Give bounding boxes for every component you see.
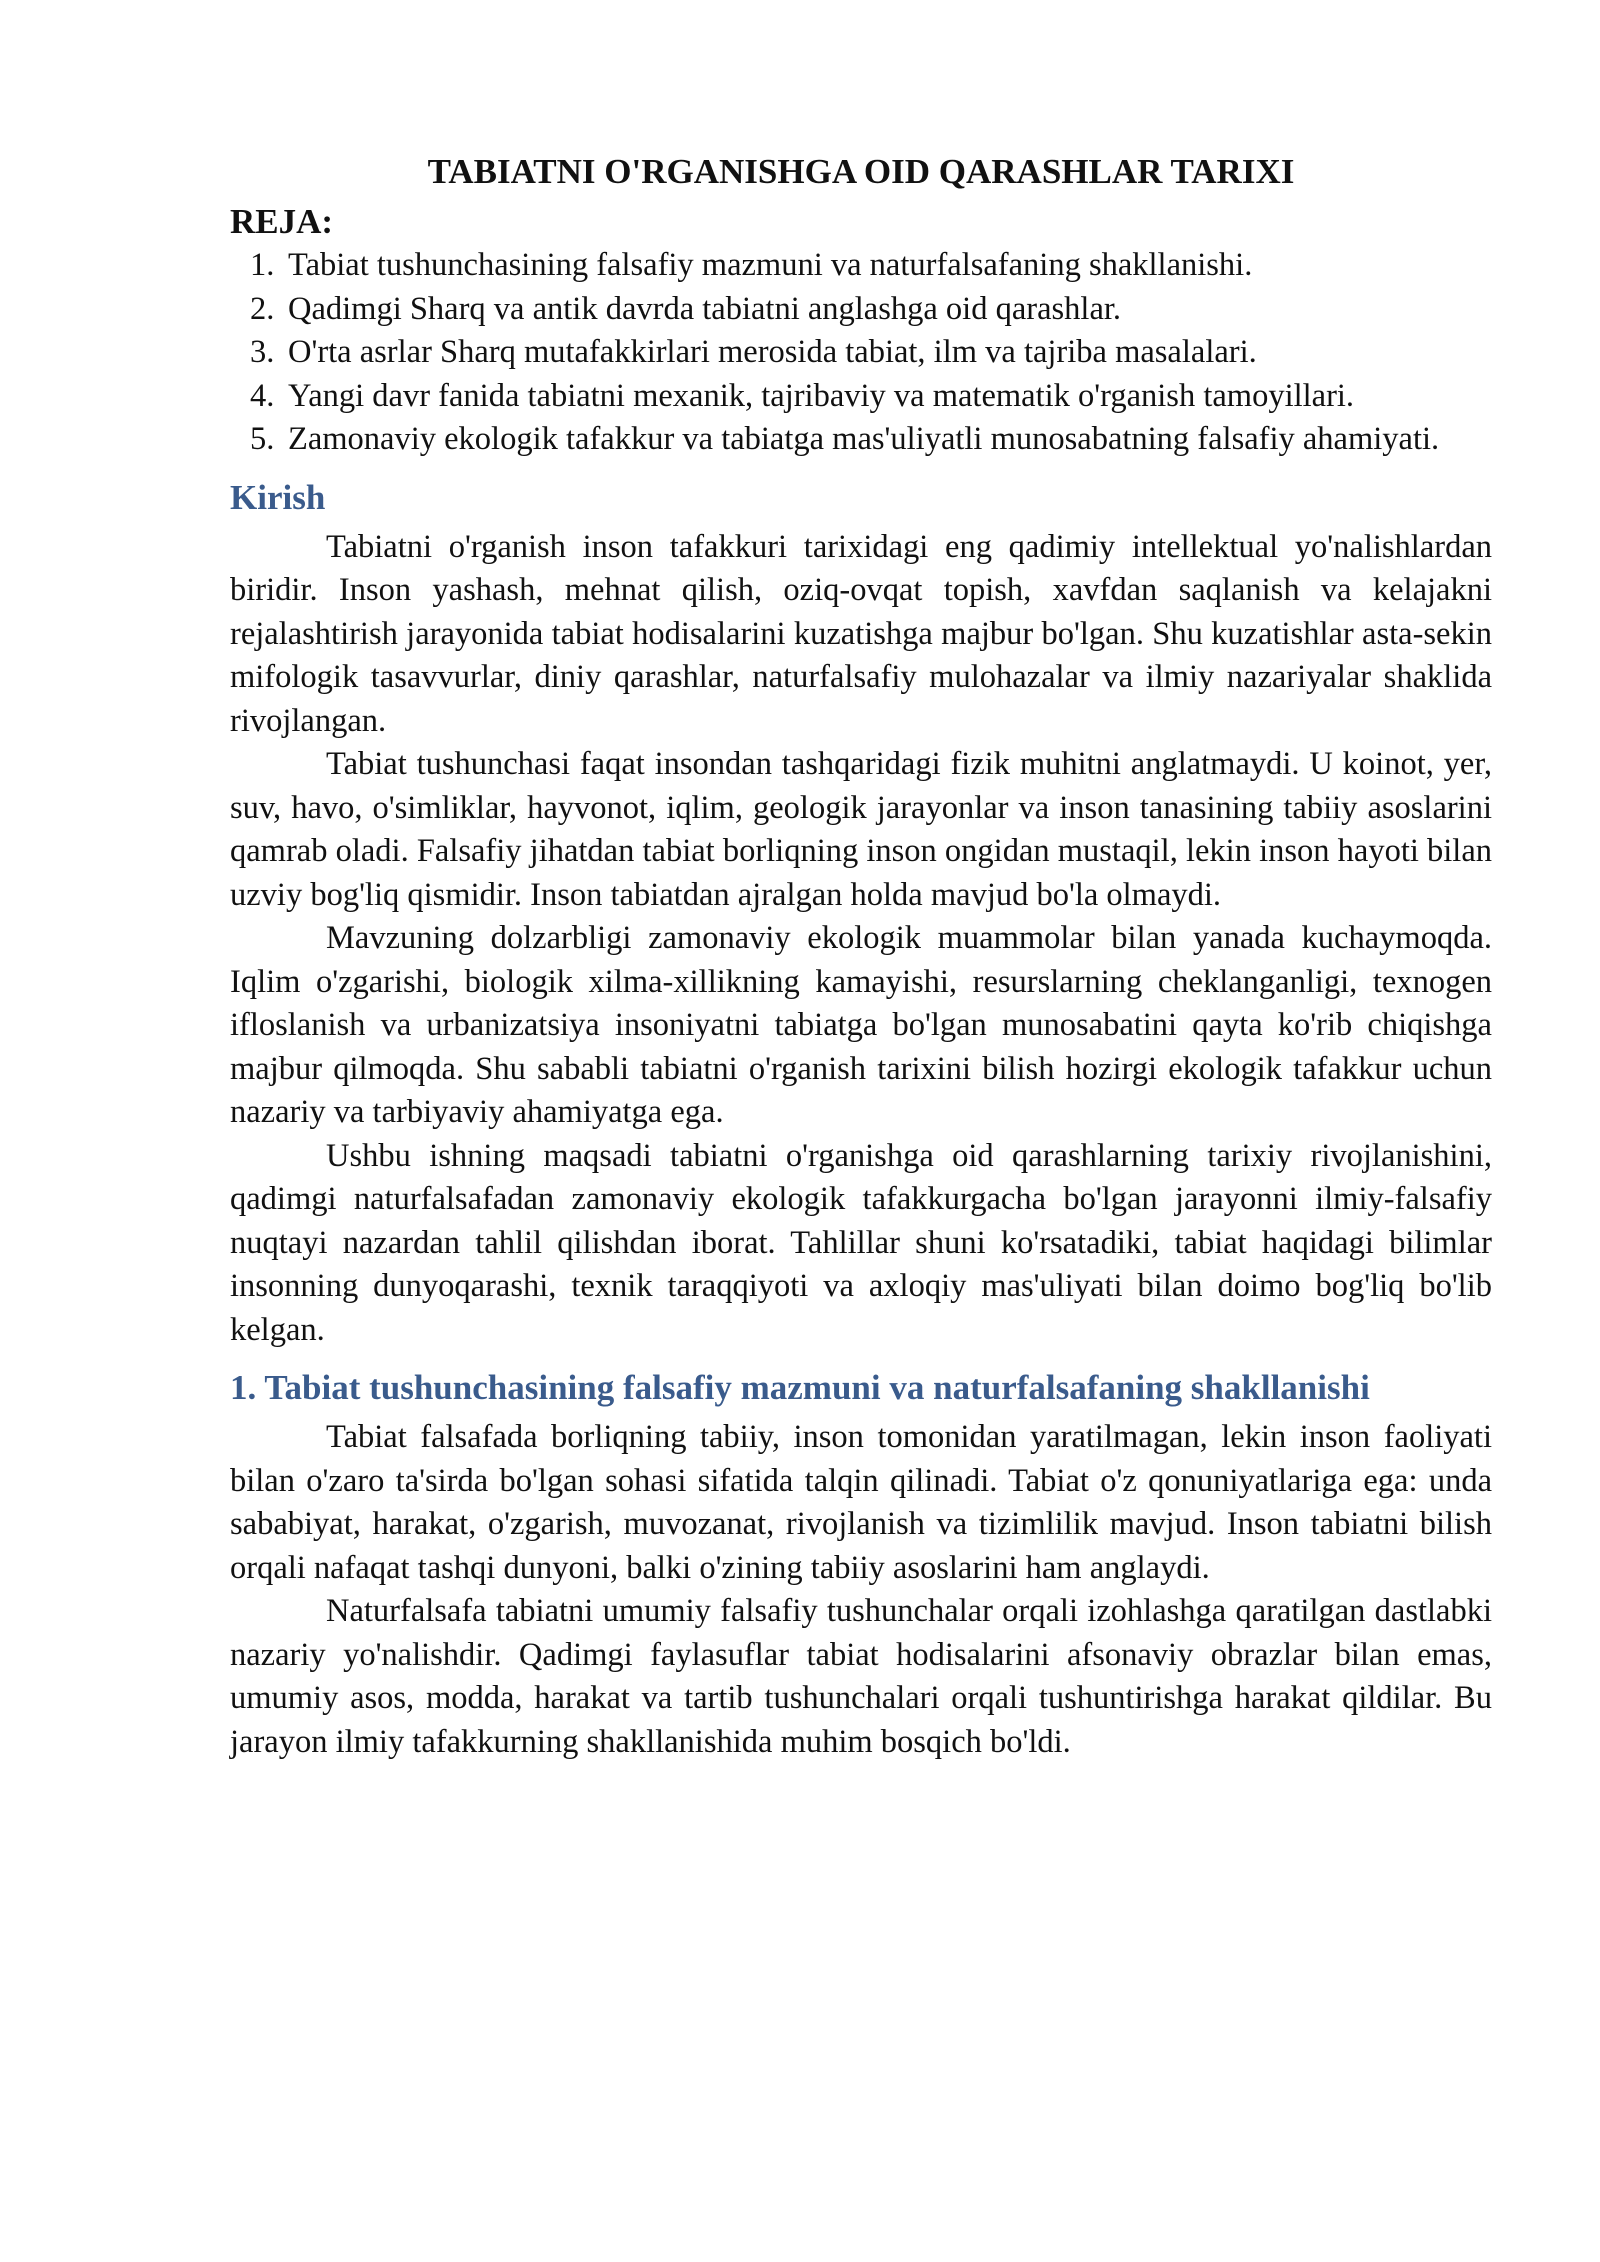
plan-item-3 — [230, 331, 1492, 375]
plan-item-1 — [230, 244, 1492, 288]
intro-paragraph-2: Tabiat tushunchasi faqat insondan tashqaridagi fizik muhitni anglatmaydi. U koinot, yer, suv, havo, o'simliklar, hayvonot, iqlim, geologik jarayonlar va inson tanasining tabiiy asoslarini qamrab oladi. Falsafiy jihatdan tabiat borliqning inson ongidan mustaqil, lekin inson hayoti bilan uzviy bog'liq qismidir. Inson tabiatdan ajralgan holda mavjud bo'la olmaydi. — [230, 746, 1492, 913]
plan-item-text: Qadimgi Sharq va antik davrda tabiatni anglashga oid qarashlar. — [288, 290, 1122, 327]
section-1-heading: 1. Tabiat tushunchasining falsafiy mazmuni va naturfalsafaning shakllanishi — [230, 1368, 1370, 1407]
intro-heading: Kirish — [230, 477, 326, 517]
intro-paragraph-3: Mavzuning dolzarbligi zamonaviy ekologik muammolar bilan yanada kuchaymoqda. Iqlim o'zgarishi, biologik xilma-xillikning kamayishi, resurslarning cheklanganligi, texnogen ifloslanish va urbanizatsiya insoniyatni tabiatga bo'lgan munosabatini qayta ko'rib chiqishga majbur qilmoqda. Shu sababli tabiatni o'rganish tarixini bilish hozirgi ekologik tafakkur uchun nazariy va tarbiyaviy ahamiyatga ega. — [230, 920, 1492, 1130]
section-1-paragraph-2: Naturfalsafa tabiatni umumiy falsafiy tushunchalar orqali izohlashga qaratilgan dastlabki nazariy yo'nalishdir. Qadimgi faylasuflar tabiat hodisalarini afsonaviy obrazlar bilan emas, umumiy asos, modda, harakat va tartib tushunchalari orqali tushuntirishga harakat qildilar. Bu jarayon ilmiy tafakkurning shakllanishida muhim bosqich bo'ldi. — [230, 1593, 1492, 1760]
intro-paragraph-4: Ushbu ishning maqsadi tabiatni o'rganishga oid qarashlarning tarixiy rivojlanishini, qadimgi naturfalsafadan zamonaviy ekologik tafakkurgacha bo'lgan jarayonni ilmiy-falsafiy nuqtayi nazardan tahlil qilishdan iborat. Tahlillar shuni ko'rsatadiki, tabiat haqidagi bilimlar insonning dunyoqarashi, texnik taraqqiyoti va axloqiy mas'uliyati bilan doimo bog'liq bo'lib kelgan. — [230, 1137, 1492, 1348]
plan-item-number: 1. — [250, 247, 275, 283]
plan-item-text: Zamonaviy ekologik tafakkur va tabiatga mas'uliyatli munosabatning falsafiy ahamiyati. — [288, 421, 1440, 457]
plan-heading: REJA: — [230, 202, 334, 241]
plan-item-2 — [230, 288, 1492, 332]
document-title: TABIATNI O'RGANISHGA OID QARASHLAR TARIXI — [427, 152, 1295, 191]
plan-item-number: 3. — [250, 334, 275, 370]
plan-item-5 — [230, 418, 1492, 462]
section-1-paragraph-1: Tabiat falsafada borliqning tabiiy, inson tomonidan yaratilmagan, lekin inson faoliyati bilan o'zaro ta'sirda bo'lgan sohasi sifatida talqin qilinadi. Tabiat o'z qonuniyatlariga ega: unda sababiyat, harakat, o'zgarish, muvozanat, rivojlanish va tizimlilik mavjud. Inson tabiatni bilish orqali nafaqat tashqi dunyoni, balki o'zining tabiiy asoslarini ham anglaydi. — [230, 1419, 1492, 1586]
document-page — [230, 150, 1492, 1764]
plan-item-number: 5. — [250, 421, 275, 457]
plan-item-number: 2. — [250, 290, 275, 327]
plan-list — [230, 244, 1492, 462]
plan-item-number: 4. — [250, 377, 275, 414]
plan-item-text: Tabiat tushunchasining falsafiy mazmuni va naturfalsafaning shakllanishi. — [288, 247, 1253, 283]
plan-item-text: O'rta asrlar Sharq mutafakkirlari merosida tabiat, ilm va tajriba masalalari. — [288, 334, 1257, 370]
plan-item-text: Yangi davr fanida tabiatni mexanik, tajribaviy va matematik o'rganish tamoyillari. — [288, 377, 1355, 414]
plan-item-4 — [230, 375, 1492, 419]
intro-paragraph-1: Tabiatni o'rganish inson tafakkuri tarixidagi eng qadimiy intellektual yo'nalishlardan biridir. Inson yashash, mehnat qilish, oziq-ovqat topish, xavfdan saqlanish va kelajakni rejalashtirish jarayonida tabiat hodisalarini kuzatishga majbur bo'lgan. Shu kuzatishlar asta-sekin mifologik tasavvurlar, diniy qarashlar, naturfalsafiy mulohazalar va ilmiy nazariyalar shaklida rivojlangan. — [230, 528, 1492, 739]
